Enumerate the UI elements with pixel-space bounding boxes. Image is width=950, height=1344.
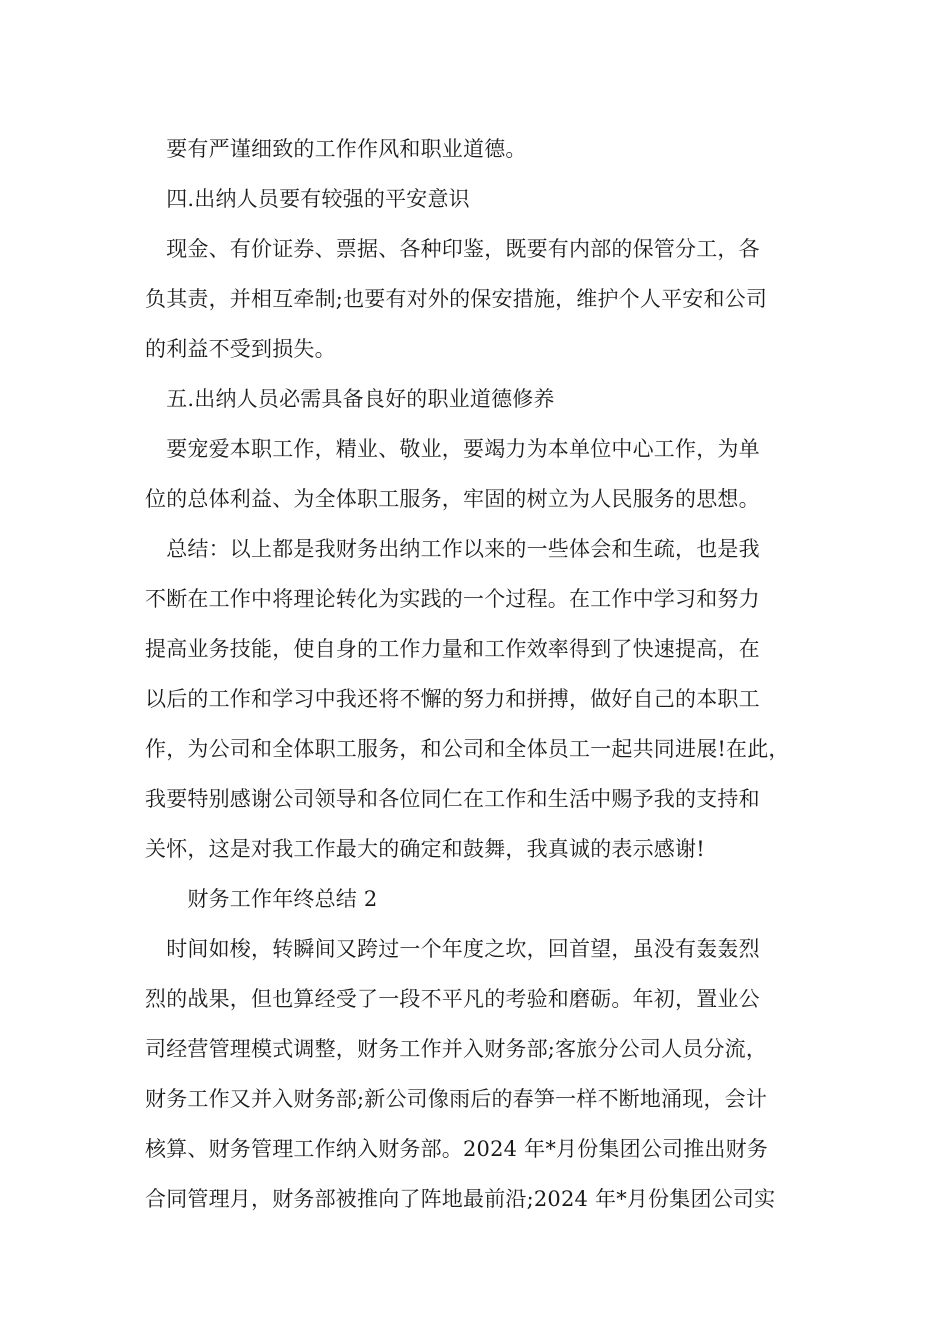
text-line: 财务工作又并入财务部;新公司像雨后的春笋一样不断地涌现，会计 xyxy=(145,1087,768,1111)
text-line: 时间如梭，转瞬间又跨过一个年度之坎，回首望，虽没有轰轰烈 xyxy=(145,937,760,961)
text-line: 要宠爱本职工作，精业、敬业，要竭力为本单位中心工作，为单 xyxy=(145,437,760,461)
text-line: 以后的工作和学习中我还将不懈的努力和拼搏，做好自己的本职工 xyxy=(145,687,760,711)
text-line: 核算、财务管理工作纳入财务部。2024 年*月份集团公司推出财务 xyxy=(145,1137,769,1161)
text-line: 提高业务技能，使自身的工作力量和工作效率得到了快速提高，在 xyxy=(145,637,760,661)
text-line: 位的总体利益、为全体职工服务，牢固的树立为人民服务的思想。 xyxy=(145,487,760,511)
text-line: 负其责，并相互牵制;也要有对外的保安措施，维护个人平安和公司 xyxy=(145,287,768,311)
text-line: 作，为公司和全体职工服务，和公司和全体员工一起共同进展!在此， xyxy=(145,737,790,761)
text-line: 烈的战果，但也算经受了一段不平凡的考验和磨砺。年初，置业公 xyxy=(145,987,760,1011)
section-heading: 五.出纳人员必需具备良好的职业道德修养 xyxy=(145,387,555,411)
text-line: 关怀，这是对我工作最大的确定和鼓舞，我真诚的表示感谢! xyxy=(145,837,705,861)
document-title: 财务工作年终总结 2 xyxy=(145,887,378,911)
text-line: 不断在工作中将理论转化为实践的一个过程。在工作中学习和努力 xyxy=(145,587,760,611)
text-line: 要有严谨细致的工作作风和职业道德。 xyxy=(145,137,527,161)
text-line: 的利益不受到损失。 xyxy=(145,337,336,361)
text-line: 我要特别感谢公司领导和各位同仁在工作和生活中赐予我的支持和 xyxy=(145,787,760,811)
text-line: 合同管理月，财务部被推向了阵地最前沿;2024 年*月份集团公司实 xyxy=(145,1187,776,1211)
text-line: 总结：以上都是我财务出纳工作以来的一些体会和生疏，也是我 xyxy=(145,537,760,561)
section-heading: 四.出纳人员要有较强的平安意识 xyxy=(145,187,470,211)
text-line: 现金、有价证券、票据、各种印鉴，既要有内部的保管分工，各 xyxy=(145,237,760,261)
text-line: 司经营管理模式调整，财务工作并入财务部;客旅分公司人员分流， xyxy=(145,1037,768,1061)
